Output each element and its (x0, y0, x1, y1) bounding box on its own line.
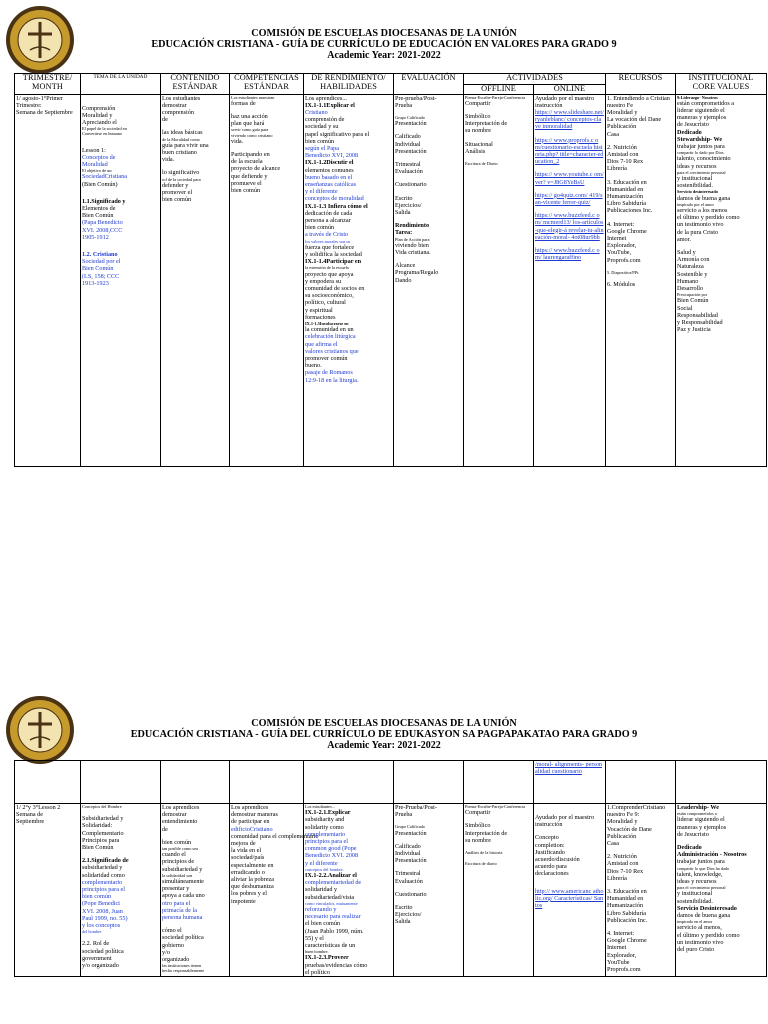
header-tema: TEMA DE LA UNIDAD (81, 74, 161, 95)
core-values-cell: Leadership- We están comprometidos a liderar siguiendo el maneras y ejemplos de Jesucristo Dedicado Administración - Nosotros trabajar juntos para compartir lo que Dios ha dado talent, knowledge, ideas y recursos para el crecimiento personal y institucional sostenibilidad. Servicio Desinteresado damos de buena gana inspirado en el amor servicio al menos, el último y perdido como un testimonio vivo del puro Cristo (676, 804, 767, 977)
commission-title: COMISIÓN DE ESCUELAS DIOCESANAS DE LA UNIÓN (251, 28, 517, 39)
resources-cell: 1.ComprenderCristiano nuestro Fe 9: Moralidad y Vocación de Dane Publicación Casa 2. Nutrición Amistad con Dios 7-10 Rex Librería 3. Educación en Humanidad en Humanización Libro Sabiduría Publicación Inc. 4. Internet: Google Chrome Internet Explorador, YouTube Proprofs.com (606, 804, 676, 977)
resource-link[interactable]: https:// go4quiz.com/ 419/san-vicente ferrer-quiz/ (535, 191, 603, 206)
header-competencias: COMPETENCIAS ESTÁNDAR (230, 74, 304, 95)
month-cell: 1/ agosto-1°Primer Trimestre: Semana de Septiembre (15, 94, 81, 467)
header-online: ONLINE (534, 85, 606, 95)
performance-skills-cell: Los estudiantes... IX.1-2.1.Explicar subsidiarity and solidarity como complementario principios para el common good (Pope Benedicto XVI. 2008 y el diferente conceptos del hombre. IX.1-2.2.Analizar el complementariedad de solidaridad y subsidiariedad/vista como vinculados, mutuamente reforzando y necesario para realizar el bien común (Juan Pablo 1999, núm. 55) y el características de un buen hombre. IX.1-2.3.Proveer pruebas/evidencias cómo el político (304, 804, 394, 977)
table-row (15, 804, 767, 977)
evaluation-cell: Pre-prueba/Post- Prueba Grupo Calificado Presentación Calificado Individual Presentación Trimestral Evaluación Cuestionario Escrito Ejercicios/ Salida Rendimiento Tarea: Plan de Acción para viviendo bien Vida cristiana. Alcance Programa/Regalo Dando (394, 94, 464, 467)
table-row (15, 94, 767, 467)
header-core-values: INSTITUCIONAL CORE VALUES (676, 74, 767, 95)
online-activities-cell: Ayudado por el maestro instrucción https:// www.slideshare.net/ ryanleblanc/ conceptos-clave inmoralidad https:// www.proprofs.c om/cuestionario-escuela historia.php? title=character-education_2 https:// www.youtube.c om/ver? v=J8G8YeBsU https:// go4quiz.com/ 419/san-vicente ferrer-quiz/ https:// www.buzzfeed.c om/ mcmerd13/ los-artículos-que-elegir-á revelar-tu-alineación-moral- 4ot08ur9bh https:// www.buzzfeed.c om/ laurengaraffino (534, 94, 606, 467)
page-2 (0, 690, 768, 1024)
evaluation-cell: Pre-Prueba/Post- Prueba Grupo Calificado Presentación Calificado Individual Presentación Trimestral Evaluación Cuestionario Escrito Ejercicios/ Salida (394, 804, 464, 977)
month-cell: 1/ 2°y 3°Lesson 2 Semana de Septiembre (15, 804, 81, 977)
header-offline: OFFLINE (464, 85, 534, 95)
resource-link[interactable]: https:// www.buzzfeed.c om/ mcmerd13/ los-artículos-que-elegir-á revelar-tu-alineación-moral- 4ot08ur9bh (535, 212, 604, 241)
unit-topic-cell: Conceptos del Hombre Subsidiariedad y Solidaridad: Complementario Principios para Bien Común 2.1.Significado de subsidiariedad y solidaridad como complementario principios para el bien común (Pope Benedict XVI. 2008, Juan Paul 1999, no. 55) y los conceptos del hombre 2.2. Rol de sociedad política government y/o organizado (81, 804, 161, 977)
competency-standard-cell: Los aprendices demostrar maneras de participar en edificioCristiano comunidad para el complementario mejora de la vida en el sociedad/país especialmente en erradicando o aliviar la pobreza que deshumaniza los pobres y el impotente (230, 804, 304, 977)
header-contenido: CONTENIDO ESTÁNDAR (161, 74, 230, 95)
resource-link[interactable]: http:// www.americanc atholic.org/ Características/ Santos (535, 887, 604, 910)
resource-link[interactable]: https:// www.youtube.c om/ver? v=J8G8YeBsU (535, 171, 604, 186)
resource-link[interactable]: https:// www.buzzfeed.c om/ laurengaraffino (535, 246, 600, 262)
header-actividades: ACTIVIDADES (464, 74, 606, 85)
header-rendimiento: DE RENDIMIENTO/ HABILIDADES (304, 74, 394, 95)
curriculum-table-page1 (14, 73, 767, 467)
header-recursos: RECURSOS (606, 74, 676, 95)
resource-link[interactable]: https:// www.slideshare.net/ ryanleblanc/ conceptos-clave inmoralidad (535, 108, 604, 131)
curriculum-title: EDUCACIÓN CRISTIANA - GUÍA DEL CURRÍCULO DE EDUKASYON SA PAGPAPAKATAO PARA GRADO 9 (130, 729, 638, 740)
academic-year: Academic Year: 2021-2022 (327, 740, 441, 751)
offline-activities-cell: Piensa-Escribe-Pareja-Conferencia Compartir Simbólico Interpretación de su nombre Análisis de la historia Escritura de diario (464, 804, 534, 977)
resource-link[interactable]: /moral- alignments- personalidad cuestionario (535, 761, 603, 776)
curriculum-title: EDUCACIÓN CRISTIANA - GUÍA DE CURRÍCULO DE EDUCACIÓN EN VALORES PARA GRADO 9 (151, 39, 617, 50)
curriculum-table-page2 (14, 760, 767, 977)
performance-skills-cell: Los aprendices... IX.1-1.1Explicar el Cristiano comprensión de sociedad y su papel significativo para el bien común según el Papa Benedicto XVI, 2008 IX.1-1.2Discutir el elementos comunes bueno basado en el enseñanzas católicas y el diferente conceptos de moralidad IX.1-1.3 Infiera cómo el dedicación de cada persona a alcanzar bien común a través de Cristo los valores morales son su fuerza que fortalece y solidifica la sociedad IX.1-1.4Participar en la extensión de la escuela proyecto que apoya y empodera su comunidad de socios en su socioeconómico, político, cultural y espiritual formaciones IX.1-1.5Involucrarse en la comunidad en un celebración litúrgica que afirma el valores cristianos que promover común bueno. pasaje de Romanos 12:9-18 en la liturgia. (304, 94, 394, 467)
online-activities-cell: Ayudado por el maestro instrucción Concepto completion: Justificando acuerdo/discusión acuerdo para declaraciones http:// www.americanc atholic.org/ Características/ Santos (534, 804, 606, 977)
academic-year: Academic Year: 2021-2022 (327, 50, 441, 61)
commission-title: COMISIÓN DE ESCUELAS DIOCESANAS DE LA UNIÓN (251, 718, 517, 729)
core-values-cell: 9:Liderazgo- Nosotros están comprometidos a liderar siguiendo el maneras y ejemplos de Jesucristo Dedicado Stewardship- We trabajar juntos para compartir lo dado por Dios talento, conocimiento ideas y recursos para el crecimiento personal y institucional sostenibilidad. Servicio desinteresado damos de buena gana inspirado por el amor servicio a los menos el último y perdido como un testimonio vivo de la pura Cristo amor. Salud y Armonía con Naturaleza Sostenible y Humano Desarrollo Preocupación por Bien Común Social Responsabilidad y Responsabilidad Paz y Justicia (676, 94, 767, 467)
competency-standard-cell: Los estudiantes muestran formas de haz una acción plan que hará servir como guía para viviendo como cristiano vida. Participando en de la escuela proyecto de alcance que defiende y promueve el bien común (230, 94, 304, 467)
header-evaluacion: EVALUACIÓN (394, 74, 464, 95)
document-header (0, 718, 768, 751)
offline-activities-cell: Piensa-Escribe-Pareja-Conferencia Compartir Simbólico Interpretación de su nombre Situacional Análisis Escritura de Diario (464, 94, 534, 467)
header-trimestre: TRIMESTRE/ MONTH (15, 74, 81, 95)
unit-topic-cell: Comprensión Moralidad y Apreciando el El papel de la sociedad en Convertirse en humano Lesson 1: Conceptos de Moralidad El objetivo de un SociedadCristiana (Bien Común) 1.1.Significado y Elementos de Bien Común (Papa Benedicto XVI. 2008,CCC 1905-1912 1.2. Cristiano Sociedad por el Bien Común (LS, 158; CCC 1913-1923 (81, 94, 161, 467)
content-standard-cell: Los estudiantes demostrar comprensión de las ideas básicas de la Moralidad como guía para vivir una buen cristiano vida. lo significativo rol de la sociedad para defender y promover el bien común (161, 94, 230, 467)
resource-link[interactable]: https:// www.proprofs.c om/cuestionario-escuela historia.php? title=character-education_2 (535, 136, 604, 166)
continuation-row (15, 761, 767, 804)
resources-cell: 1. Entendiendo a Cristian nuestro Fe Moralidad y La vocación del Dane Publicación Casa 2. Nutrición Amistad con Dios 7-10 Rex Librería 3. Educación en Humanidad en Humanización Libro Sabiduría Publicaciones Inc. 4. Internet: Google Chrome Internet Explorador, YouTube, Proprofs.com 5. Diapositiva/PPt. 6. Módulos (606, 94, 676, 467)
document-header (0, 28, 768, 61)
content-standard-cell: Los aprendices demostrar entendimiento de bien común tan posible como sea cuando el principios de subsidiariedad y la solidaridad son simultáneamente presentar y apoya a cada uno otro para el primacía de la persona humana cómo el sociedad política gobierno y/o organizado las instituciones tienen hecho responsablemente (161, 804, 230, 977)
